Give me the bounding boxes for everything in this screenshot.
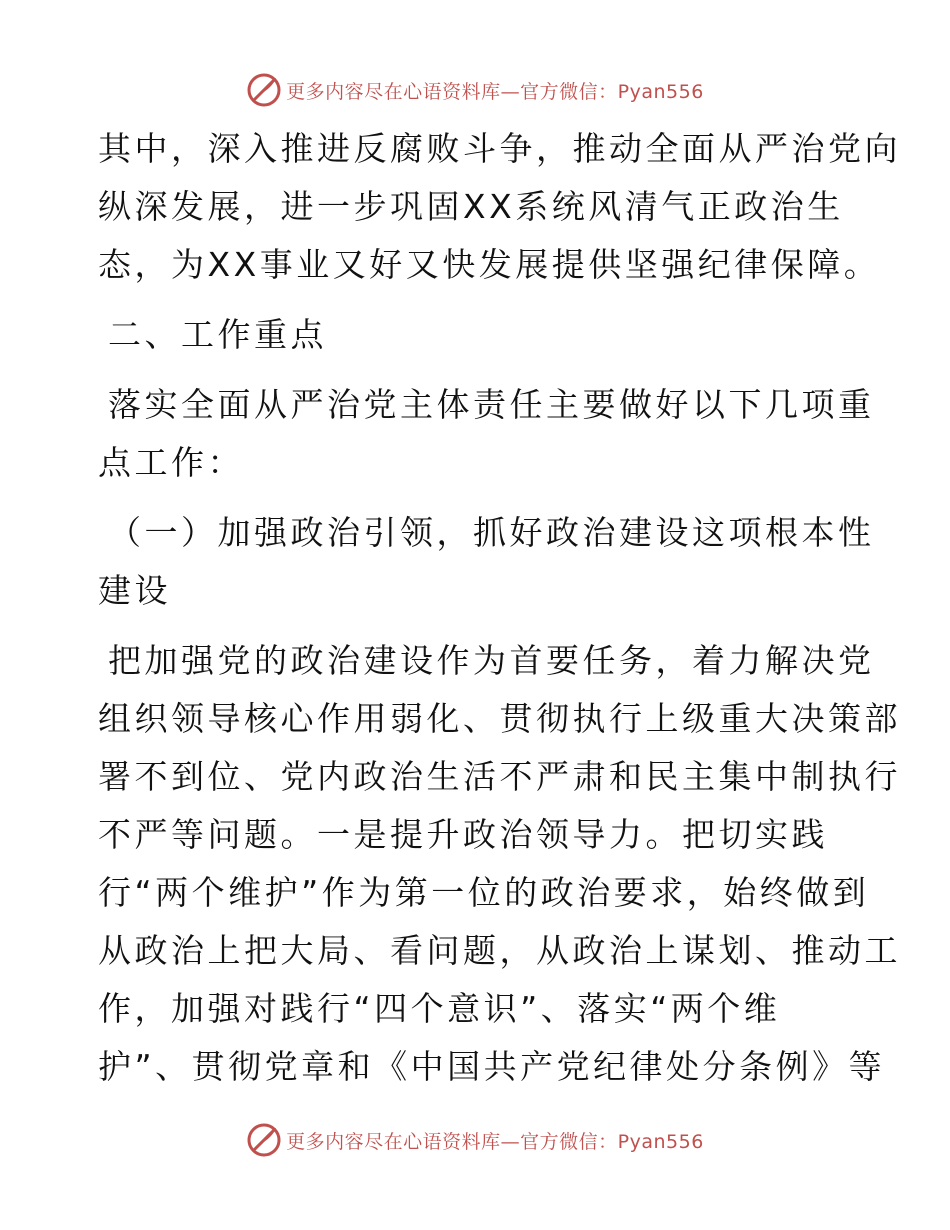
footer-banner-label: 更多内容尽在心语资料库—官方微信： <box>286 1130 618 1153</box>
footer-banner-text <box>286 1127 704 1154</box>
para2-line-1: 落实全面从严治党主体责任主要做好以下几项重 <box>108 385 875 424</box>
para1-line-2: 纵深发展，进一步巩固XX系统风清气正政治生 <box>98 187 844 226</box>
para2-line-2: 点工作： <box>98 443 244 482</box>
header-banner-text <box>286 77 704 104</box>
feather-quill-icon <box>246 72 282 108</box>
subheading-1-line-2: 建设 <box>98 571 171 610</box>
header-watermark-banner <box>0 70 950 110</box>
para3-line-1: 把加强党的政治建设作为首要任务，着力解决党 <box>108 641 875 680</box>
header-wechat-handle: Pyan556 <box>617 80 704 103</box>
footer-watermark-banner <box>0 1120 950 1160</box>
para3-line-3: 署不到位、党内政治生活不严肃和民主集中制执行 <box>98 757 901 796</box>
para3-line-5: 行“两个维护”作为第一位的政治要求，始终做到 <box>98 873 870 912</box>
document-body <box>98 120 901 1096</box>
para3-line-2: 组织领导核心作用弱化、贯彻执行上级重大决策部 <box>98 699 901 738</box>
para1-line-3: 态，为XX事业又好又快发展提供坚强纪律保障。 <box>98 245 881 284</box>
para1-line-1: 其中，深入推进反腐败斗争，推动全面从严治党向 <box>98 129 901 168</box>
subheading-1-line-1: （一）加强政治引领，抓好政治建设这项根本性 <box>108 513 875 552</box>
header-banner-label: 更多内容尽在心语资料库—官方微信： <box>286 80 618 103</box>
para3-line-7: 作，加强对践行“四个意识”、落实“两个维 <box>98 989 781 1028</box>
para3-line-8: 护”、贯彻党章和《中国共产党纪律处分条例》等 <box>98 1047 886 1086</box>
feather-quill-icon <box>246 1122 282 1158</box>
footer-wechat-handle: Pyan556 <box>617 1130 704 1153</box>
para3-line-4: 不严等问题。一是提升政治领导力。把切实践 <box>98 815 828 854</box>
para3-line-6: 从政治上把大局、看问题，从政治上谋划、推动工 <box>98 931 901 970</box>
section-heading-work-focus: 二、工作重点 <box>108 315 327 354</box>
